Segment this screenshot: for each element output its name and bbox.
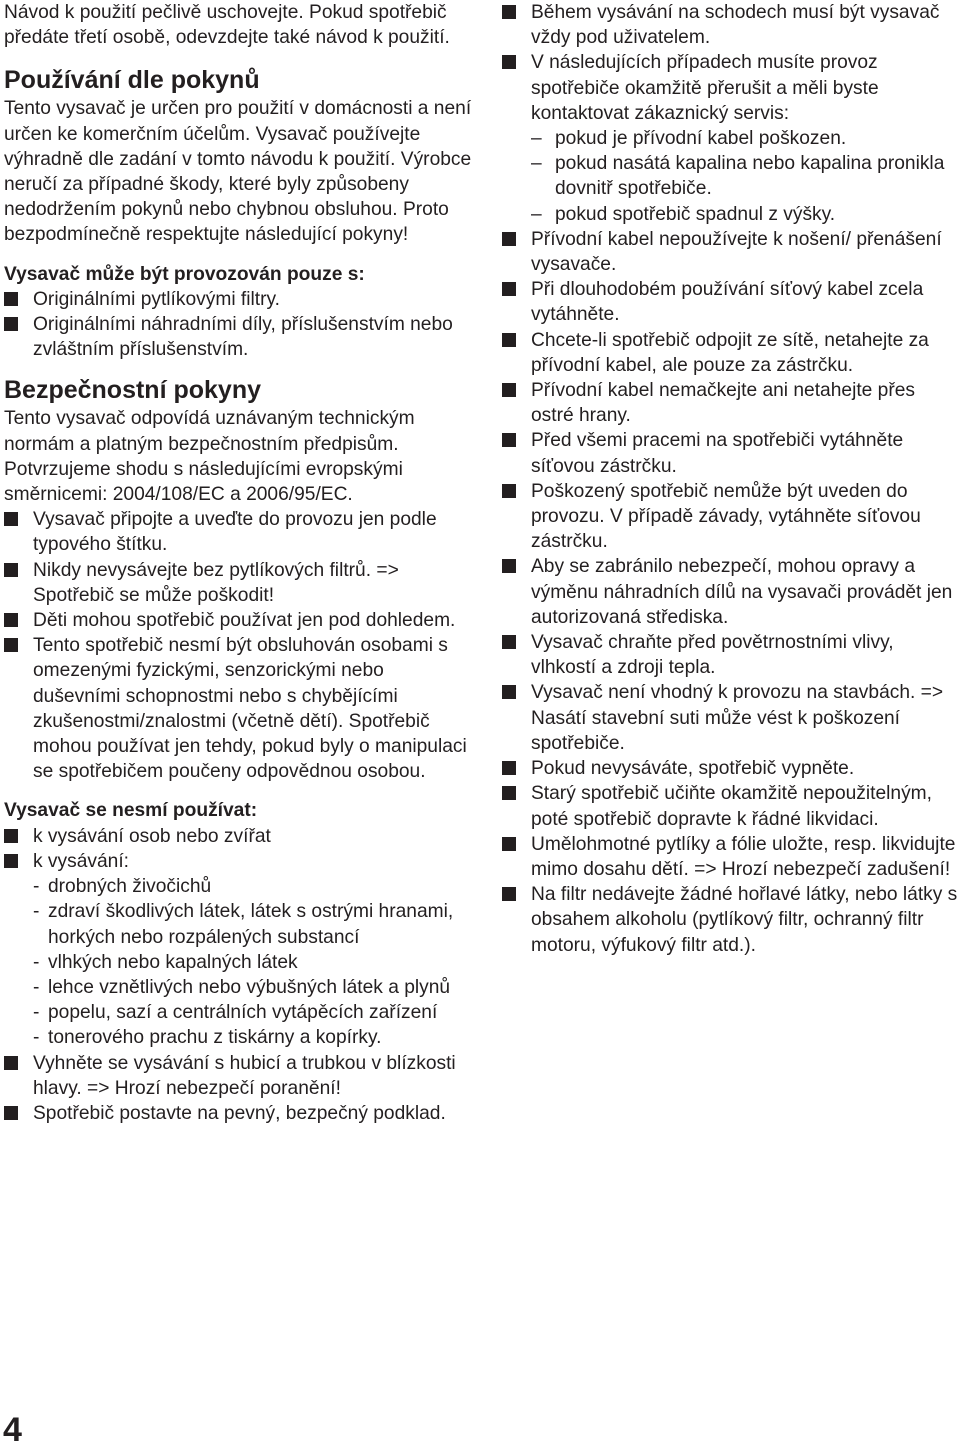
section-title-safety: Bezpečnostní pokyny — [4, 376, 261, 405]
dash-marker: - — [33, 876, 40, 898]
dash-list-item-text: pokud spotřebič spadnul z výšky. — [555, 203, 836, 225]
sub-list-item — [4, 975, 474, 1000]
right-column — [502, 0, 960, 958]
sub-list-item — [4, 950, 474, 975]
left-column — [4, 0, 474, 1126]
usage-text: Tento vysavač je určen pro použití v domácnosti a není určen ke komerčním účelům. Vysavač používejte výhradně dle zadání v tomto návodu k použití. Výrobce neručí za případné škody, které byly způsobeny nedodržením pokynů nebo chybnou obsluhou. Proto bezpodmínečně respektujte následující pokyny! — [4, 98, 472, 246]
list-item: Poškozený spotřebič nemůže být uveden do provozu. V případě závady, vytáhněte síťovou zástrčku. — [502, 479, 960, 555]
dash-list-item-text: pokud je přívodní kabel poškozen. — [555, 128, 847, 150]
dash-list-item — [502, 151, 960, 201]
list-item: Spotřebič postavte na pevný, bezpečný podklad. — [4, 1101, 474, 1126]
list-item: Chcete-li spotřebič odpojit ze sítě, netahejte za přívodní kabel, ale pouze za zástrčku. — [502, 328, 960, 378]
list-item: Vysavač připojte a uveďte do provozu jen podle typového štítku. — [4, 507, 474, 557]
list-item: Vysavač chraňte před povětrnostními vlivy, vlhkostí a zdroji tepla. — [502, 630, 960, 680]
sub-list-item — [4, 899, 474, 949]
dash-marker: - — [33, 1002, 40, 1024]
list-item: Přívodní kabel nepoužívejte k nošení/ přenášení vysavače. — [502, 227, 960, 277]
dash-marker: - — [33, 901, 40, 923]
safety-text: Tento vysavač odpovídá uznávaným technickým normám a platným bezpečnostním předpisům. Potvrzujeme shodu s následujícími evropskými směrnicemi: 2004/108/EC a 2006/95/EC. — [4, 408, 415, 506]
list-item: Originálními náhradními díly, příslušenstvím nebo zvláštním příslušenstvím. — [4, 312, 474, 362]
safety-list — [4, 507, 474, 784]
dash-marker: - — [33, 1027, 40, 1049]
dash-marker: – — [531, 128, 542, 150]
dash-marker: – — [531, 203, 542, 225]
list-item: Vysavač není vhodný k provozu na stavbách. => Nasátí stavební suti může vést k poškození spotřebiče. — [502, 680, 960, 756]
safety-list-continued — [502, 0, 960, 958]
dash-list-item — [502, 126, 960, 151]
sub-list-item — [4, 1000, 474, 1025]
list-item: k vysávání osob nebo zvířat — [4, 824, 474, 849]
list-item: Přívodní kabel nemačkejte ani netahejte přes ostré hrany. — [502, 378, 960, 428]
list-item: Pokud nevysáváte, spotřebič vypněte. — [502, 756, 960, 781]
sub-list-item — [4, 874, 474, 899]
list-item: k vysávání: — [4, 849, 474, 874]
sub-list-item-text: drobných živočichů — [48, 876, 212, 898]
sub-list-item-text: lehce vznětlivých nebo výbušných látek a plynů — [48, 976, 451, 998]
subsection-title-prohibited: Vysavač se nesmí používat: — [4, 800, 258, 822]
list-item: Děti mohou spotřebič používat jen pod dohledem. — [4, 608, 474, 633]
dash-marker: - — [33, 976, 40, 998]
subsection-title-operation: Vysavač může být provozován pouze s: — [4, 263, 365, 285]
sub-list-item-text: popelu, sazí a centrálních vytápěcích zařízení — [48, 1002, 438, 1024]
list-item: Vyhněte se vysávání s hubicí a trubkou v blízkosti hlavy. => Hrozí nebezpečí poranění! — [4, 1051, 474, 1101]
sub-list-item-text: zdraví škodlivých látek, látek s ostrými hranami, horkých nebo rozpálených substancí — [48, 901, 454, 948]
list-item: Při dlouhodobém používání síťový kabel zcela vytáhněte. — [502, 277, 960, 327]
dash-list-item-text: pokud nasátá kapalina nebo kapalina pronikla dovnitř spotřebiče. — [555, 153, 945, 200]
operation-list — [4, 287, 474, 363]
list-item: Před všemi pracemi na spotřebiči vytáhněte síťovou zástrčku. — [502, 428, 960, 478]
sub-list-item-text: tonerového prachu z tiskárny a kopírky. — [48, 1027, 382, 1049]
dash-marker: - — [33, 951, 40, 973]
list-item: Starý spotřebič učiňte okamžitě nepoužitelným, poté spotřebič dopravte k řádné likvidaci. — [502, 781, 960, 831]
list-item: Nikdy nevysávejte bez pytlíkových filtrů. => Spotřebič se může poškodit! — [4, 558, 474, 608]
dash-marker: – — [531, 153, 542, 175]
list-item: Originálními pytlíkovými filtry. — [4, 287, 474, 312]
sub-list-item — [4, 1025, 474, 1050]
section-title-usage: Používání dle pokynů — [4, 66, 260, 95]
page-number: 4 — [3, 1411, 22, 1449]
list-item: V následujících případech musíte provoz spotřebiče okamžitě přerušit a měli byste kontaktovat zákaznický servis: — [502, 50, 960, 126]
list-item: Na filtr nedávejte žádné hořlavé látky, nebo látky s obsahem alkoholu (pytlíkový filtr, ochranný filtr motoru, výfukový filtr atd.). — [502, 882, 960, 958]
sub-list-item-text: vlhkých nebo kapalných látek — [48, 951, 298, 973]
list-item: Aby se zabránilo nebezpečí, mohou opravy a výměnu náhradních dílů na vysavači provádět jen autorizovaná střediska. — [502, 554, 960, 630]
dash-list-item — [502, 202, 960, 227]
list-item: Tento spotřebič nesmí být obsluhován osobami s omezenými fyzickými, senzorickými nebo duševními schopnostmi nebo s chybějícími zkušenostmi/znalostmi (včetně dětí). Spotřebič mohou používat jen tehdy, pokud byly o manipulaci se spotřebičem poučeny odpovědnou osobou. — [4, 633, 474, 784]
list-item: Umělohmotné pytlíky a fólie uložte, resp. likvidujte mimo dosahu dětí. => Hrozí nebezpečí zadušení! — [502, 832, 960, 882]
prohibited-list — [4, 824, 474, 1126]
intro-text: Návod k použití pečlivě uschovejte. Pokud spotřebič předáte třetí osobě, odevzdejte také návod k použití. — [4, 2, 450, 49]
list-item: Během vysávání na schodech musí být vysavač vždy pod uživatelem. — [502, 0, 960, 50]
